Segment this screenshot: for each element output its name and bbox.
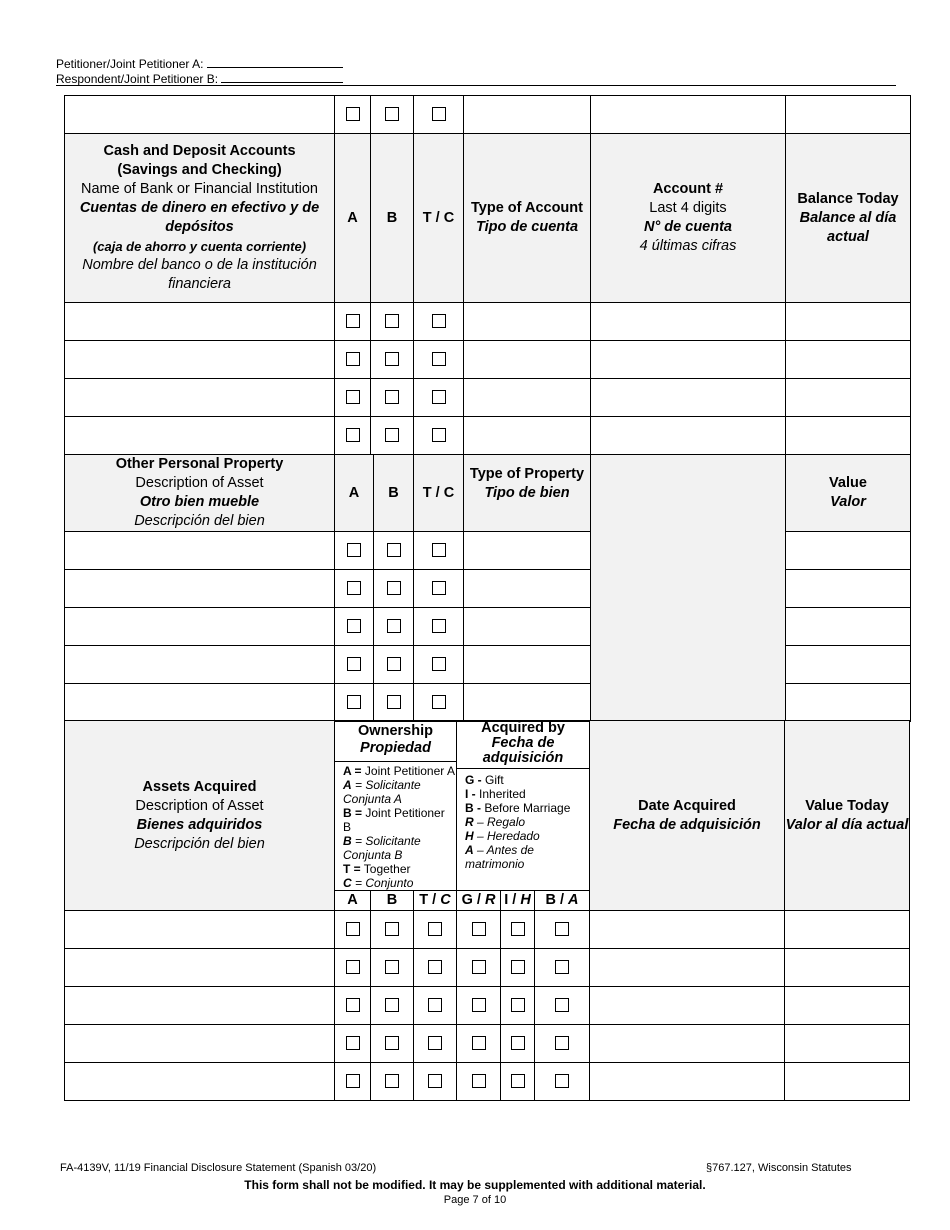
- other-type-cell[interactable]: [464, 532, 591, 570]
- cash-carryover-account[interactable]: [591, 96, 786, 134]
- checkbox-cell: [335, 1063, 371, 1101]
- checkbox-tc[interactable]: [432, 619, 446, 633]
- assets-value-cell[interactable]: [785, 1063, 910, 1101]
- checkbox-tc[interactable]: [428, 1074, 442, 1088]
- other-description-cell[interactable]: [65, 532, 335, 570]
- assets-title-en: Assets Acquired: [142, 778, 257, 795]
- balance-en: Balance Today: [797, 190, 899, 207]
- cash-account-cell[interactable]: [591, 303, 786, 341]
- checkbox-a[interactable]: [346, 960, 360, 974]
- other-description-header: [65, 455, 335, 532]
- legend-key: B -: [465, 801, 481, 815]
- form-header: [56, 56, 343, 86]
- legend-line: [465, 829, 589, 843]
- checkbox-cell: [414, 987, 457, 1025]
- type-en: Type of Property: [469, 466, 585, 482]
- table-row: [65, 379, 911, 417]
- legend-key: A: [343, 778, 352, 792]
- checkbox-cell: [335, 1025, 371, 1063]
- checkbox-a[interactable]: [346, 428, 360, 442]
- legend-key: A: [465, 843, 474, 857]
- assets-description-cell[interactable]: [65, 911, 335, 949]
- cash-title-en-sub: (Savings and Checking): [117, 162, 282, 178]
- legend-key: R: [465, 815, 474, 829]
- cash-type-cell[interactable]: [464, 303, 591, 341]
- cash-carryover-type[interactable]: [464, 96, 591, 134]
- checkbox-a[interactable]: [346, 390, 360, 404]
- assets-description-cell[interactable]: [65, 987, 335, 1025]
- col-tc-en: T /: [419, 892, 441, 908]
- checkbox-tc[interactable]: [432, 390, 446, 404]
- checkbox-gr[interactable]: [472, 1036, 486, 1050]
- value-es: Valor: [830, 494, 866, 510]
- assets-title-es: Bienes adquiridos: [136, 816, 263, 833]
- cash-balance-cell[interactable]: [786, 341, 911, 379]
- legend-line: [343, 806, 456, 834]
- checkbox-cell: [335, 911, 371, 949]
- assets-rows: [65, 911, 910, 1101]
- checkbox-ba[interactable]: [555, 1074, 569, 1088]
- col-a-header: A: [335, 134, 371, 303]
- legend-line: [343, 834, 456, 862]
- legend-value: = Conjunto: [351, 876, 414, 890]
- page-number: Page 7 of 10: [443, 1194, 507, 1206]
- checkbox-b[interactable]: [385, 352, 399, 366]
- other-title-es: Otro bien mueble: [139, 494, 260, 510]
- checkbox-cell: [414, 949, 457, 987]
- checkbox-cell: [501, 1063, 535, 1101]
- checkbox-gr[interactable]: [472, 960, 486, 974]
- assets-acquired-table: [64, 720, 910, 1101]
- checkbox-cell: [457, 1025, 501, 1063]
- type-es: Tipo de cuenta: [475, 219, 579, 235]
- cash-title-en: Cash and Deposit Accounts: [103, 143, 296, 159]
- other-description-cell[interactable]: [65, 684, 335, 722]
- other-value-cell[interactable]: [786, 608, 911, 646]
- legend-value: Before Marriage: [481, 801, 571, 815]
- checkbox-cell: [414, 1063, 457, 1101]
- assets-description-cell[interactable]: [65, 1063, 335, 1101]
- other-shaded-column: [591, 455, 786, 722]
- checkbox-cell: [371, 911, 414, 949]
- col-tc-header: [414, 891, 457, 911]
- date-acquired-header: [590, 721, 785, 911]
- assets-value-cell[interactable]: [785, 1025, 910, 1063]
- ownership-en: Ownership: [358, 723, 433, 739]
- checkbox-tc[interactable]: [432, 314, 446, 328]
- other-property-table: [64, 454, 911, 722]
- balance-es: Balance al día actual: [799, 209, 897, 245]
- table-row: [65, 987, 910, 1025]
- checkbox-ih[interactable]: [511, 960, 525, 974]
- type-of-account-header: [464, 134, 591, 303]
- legend-line: [465, 843, 589, 871]
- respondent-b-field[interactable]: [221, 71, 343, 83]
- legend-line: [465, 787, 589, 801]
- cash-description-cell[interactable]: [65, 417, 335, 455]
- checkbox-a[interactable]: [346, 314, 360, 328]
- checkbox-cell: [501, 1025, 535, 1063]
- legend-line: [343, 876, 456, 890]
- checkbox-cell: [371, 1025, 414, 1063]
- legend-value: Inherited: [475, 787, 526, 801]
- assets-date-cell[interactable]: [590, 987, 785, 1025]
- assets-date-cell[interactable]: [590, 911, 785, 949]
- checkbox-ih[interactable]: [511, 998, 525, 1012]
- other-title-en: Other Personal Property: [115, 456, 284, 472]
- cash-carryover-row: [65, 96, 911, 134]
- table-row: [65, 911, 910, 949]
- cash-sub-es: (caja de ahorro y cuenta corriente): [92, 239, 307, 254]
- balance-today-header: [786, 134, 911, 303]
- acquired-by-en: Acquired by: [481, 720, 565, 736]
- legend-value: Joint Petitioner B: [343, 806, 445, 834]
- checkbox-a[interactable]: [347, 619, 361, 633]
- other-value-cell[interactable]: [786, 570, 911, 608]
- assets-desc-en: Description of Asset: [135, 797, 264, 814]
- other-value-cell[interactable]: [786, 532, 911, 570]
- assets-date-cell[interactable]: [590, 1063, 785, 1101]
- legend-line: [465, 815, 589, 829]
- respondent-b-label: Respondent/Joint Petitioner B:: [56, 72, 219, 86]
- assets-date-cell[interactable]: [590, 1025, 785, 1063]
- legend-value: = Solicitante Conjunta A: [343, 778, 421, 806]
- other-description-cell[interactable]: [65, 646, 335, 684]
- table-row: [65, 303, 911, 341]
- other-type-cell[interactable]: [464, 684, 591, 722]
- col-gr-es: R: [484, 892, 496, 908]
- legend-key: I -: [465, 787, 476, 801]
- checkbox-ba[interactable]: [555, 1036, 569, 1050]
- acquired-legend-list: [457, 769, 589, 871]
- checkbox-tc[interactable]: [428, 960, 442, 974]
- checkbox-tc[interactable]: [428, 1036, 442, 1050]
- cash-title-es: Cuentas de dinero en efectivo y de depósitos: [79, 200, 320, 235]
- legend-key: G -: [465, 773, 482, 787]
- checkbox-a[interactable]: [346, 1036, 360, 1050]
- col-b-header: B: [371, 891, 414, 911]
- col-ba-header: [535, 891, 590, 911]
- cash-balance-cell[interactable]: [786, 417, 911, 455]
- legend-key: C: [343, 876, 352, 890]
- checkbox-b[interactable]: [387, 695, 401, 709]
- legend-value: – Regalo: [473, 815, 526, 829]
- legend-value: Gift: [481, 773, 504, 787]
- checkbox-b[interactable]: [385, 428, 399, 442]
- cash-balance-cell[interactable]: [786, 379, 911, 417]
- assets-description-header: [65, 721, 335, 911]
- table-row: [65, 417, 911, 455]
- type-es: Tipo de bien: [484, 485, 570, 501]
- other-value-cell[interactable]: [786, 684, 911, 722]
- value-today-es: Valor al día actual: [785, 816, 909, 833]
- cash-account-cell[interactable]: [591, 379, 786, 417]
- cash-account-cell[interactable]: [591, 341, 786, 379]
- cash-carryover-description[interactable]: [65, 96, 335, 134]
- petitioner-a-label: Petitioner/Joint Petitioner A:: [56, 57, 204, 71]
- col-tc-header: T / C: [414, 134, 464, 303]
- table-row: [65, 949, 910, 987]
- other-desc-es: Descripción del bien: [134, 513, 265, 529]
- value-today-en: Value Today: [805, 797, 889, 814]
- date-acquired-es: Fecha de adquisición: [613, 816, 761, 833]
- checkbox-cell: [535, 1063, 590, 1101]
- other-value-cell[interactable]: [786, 646, 911, 684]
- checkbox-tc[interactable]: [428, 998, 442, 1012]
- cash-desc-en: Name of Bank or Financial Institution: [81, 181, 318, 197]
- account-en: Account #: [652, 181, 724, 197]
- col-b-header: B: [374, 455, 414, 532]
- legend-key: T =: [343, 862, 361, 876]
- assets-description-cell[interactable]: [65, 949, 335, 987]
- account-sub-en: Last 4 digits: [649, 200, 727, 216]
- assets-value-cell[interactable]: [785, 987, 910, 1025]
- col-gr-en: G /: [461, 892, 485, 908]
- cash-header-row: [65, 134, 911, 303]
- acquired-by-es: Fecha de adquisición: [482, 735, 564, 766]
- checkbox-b[interactable]: [385, 960, 399, 974]
- assets-desc-es: Descripción del bien: [134, 835, 265, 852]
- checkbox-a[interactable]: [346, 1074, 360, 1088]
- legend-key: H: [465, 829, 474, 843]
- value-header: [786, 455, 911, 532]
- other-description-cell[interactable]: [65, 570, 335, 608]
- cash-account-cell[interactable]: [591, 417, 786, 455]
- checkbox-b[interactable]: [385, 390, 399, 404]
- col-b-header: B: [371, 134, 414, 303]
- modification-notice: This form shall not be modified. It may be supplemented with additional material.: [244, 1178, 706, 1192]
- checkbox-ih[interactable]: [511, 922, 525, 936]
- checkbox-cell: [371, 1063, 414, 1101]
- col-ih-es: H: [520, 892, 531, 908]
- table-row: [65, 341, 911, 379]
- checkbox-cell: [371, 987, 414, 1025]
- checkbox-tc[interactable]: [432, 428, 446, 442]
- checkbox-a[interactable]: [346, 922, 360, 936]
- cash-type-cell[interactable]: [464, 341, 591, 379]
- cash-description-cell[interactable]: [65, 379, 335, 417]
- checkbox-cell: [501, 949, 535, 987]
- checkbox-cell: [535, 987, 590, 1025]
- header-rule: [56, 85, 896, 86]
- checkbox-b[interactable]: [385, 314, 399, 328]
- date-acquired-en: Date Acquired: [638, 797, 736, 814]
- checkbox-b[interactable]: [387, 619, 401, 633]
- petitioner-a-field[interactable]: [207, 56, 343, 68]
- col-a-header: A: [335, 455, 374, 532]
- ownership-header: [335, 721, 457, 891]
- type-of-property-header: [464, 455, 591, 532]
- checkbox-ih[interactable]: [511, 1036, 525, 1050]
- checkbox-a[interactable]: [346, 998, 360, 1012]
- checkbox-cell: [335, 987, 371, 1025]
- cash-balance-cell[interactable]: [786, 303, 911, 341]
- checkbox-b[interactable]: [387, 543, 401, 557]
- checkbox-cell: [501, 987, 535, 1025]
- checkbox-b[interactable]: [385, 1074, 399, 1088]
- legend-line: [343, 778, 456, 806]
- checkbox-ba[interactable]: [555, 960, 569, 974]
- checkbox-cell: [535, 911, 590, 949]
- legend-value: – Antes de matrimonio: [465, 843, 534, 871]
- checkbox-cell: [457, 911, 501, 949]
- checkbox-tc[interactable]: [432, 657, 446, 671]
- checkbox-b[interactable]: [385, 922, 399, 936]
- assets-description-cell[interactable]: [65, 1025, 335, 1063]
- other-type-cell[interactable]: [464, 608, 591, 646]
- checkbox-cell: [535, 949, 590, 987]
- checkbox-tc[interactable]: [432, 352, 446, 366]
- acquired-by-header: [457, 721, 590, 891]
- checkbox-cell: [535, 1025, 590, 1063]
- ownership-legend-list: [335, 762, 456, 890]
- col-a-header: A: [335, 891, 371, 911]
- checkbox-gr[interactable]: [472, 1074, 486, 1088]
- assets-header-row: [65, 721, 910, 891]
- other-type-cell[interactable]: [464, 646, 591, 684]
- checkbox-cell: [457, 987, 501, 1025]
- checkbox-cell: [371, 949, 414, 987]
- legend-line: [343, 764, 456, 778]
- table-row: [65, 1063, 910, 1101]
- cash-carryover-balance[interactable]: [786, 96, 911, 134]
- value-en: Value: [829, 475, 867, 491]
- cash-type-cell[interactable]: [464, 417, 591, 455]
- checkbox-b[interactable]: [385, 1036, 399, 1050]
- checkbox-tc[interactable]: [432, 107, 446, 121]
- legend-key: A =: [343, 764, 362, 778]
- legend-key: B =: [343, 806, 363, 820]
- checkbox-cell: [335, 949, 371, 987]
- table-row: [65, 1025, 910, 1063]
- type-en: Type of Account: [471, 200, 583, 216]
- other-header-row: [65, 455, 911, 532]
- ownership-es: Propiedad: [360, 740, 431, 756]
- ownership-legend: [335, 761, 456, 890]
- checkbox-b[interactable]: [387, 581, 401, 595]
- checkbox-tc[interactable]: [428, 922, 442, 936]
- account-sub-es: 4 últimas cifras: [639, 238, 737, 254]
- checkbox-a[interactable]: [346, 107, 360, 121]
- checkbox-cell: [457, 949, 501, 987]
- checkbox-ih[interactable]: [511, 1074, 525, 1088]
- checkbox-cell: [501, 911, 535, 949]
- assets-date-cell[interactable]: [590, 949, 785, 987]
- legend-value: Joint Petitioner A: [361, 764, 455, 778]
- statute: §767.127, Wisconsin Statutes: [706, 1162, 852, 1174]
- legend-value: Together: [360, 862, 411, 876]
- checkbox-b[interactable]: [387, 657, 401, 671]
- checkbox-a[interactable]: [347, 657, 361, 671]
- account-number-header: [591, 134, 786, 303]
- checkbox-cell: [457, 1063, 501, 1101]
- checkbox-cell: [414, 911, 457, 949]
- checkbox-a[interactable]: [346, 352, 360, 366]
- legend-line: [343, 862, 456, 876]
- value-today-header: [785, 721, 910, 911]
- checkbox-tc[interactable]: [432, 581, 446, 595]
- checkbox-b[interactable]: [385, 107, 399, 121]
- legend-value: = Solicitante Conjunta B: [343, 834, 421, 862]
- cash-desc-es: Nombre del banco o de la institución financiera: [82, 257, 317, 292]
- other-type-cell[interactable]: [464, 570, 591, 608]
- checkbox-ba[interactable]: [555, 998, 569, 1012]
- cash-description-cell[interactable]: [65, 303, 335, 341]
- assets-value-cell[interactable]: [785, 949, 910, 987]
- col-tc-header: T / C: [414, 455, 464, 532]
- checkbox-a[interactable]: [347, 695, 361, 709]
- checkbox-b[interactable]: [385, 998, 399, 1012]
- cash-accounts-table: [64, 95, 911, 455]
- col-ba-es: A: [568, 892, 579, 908]
- col-gr-header: [457, 891, 501, 911]
- checkbox-a[interactable]: [347, 581, 361, 595]
- col-ih-header: [501, 891, 535, 911]
- other-desc-en: Description of Asset: [135, 475, 264, 491]
- checkbox-ba[interactable]: [555, 922, 569, 936]
- cash-description-cell[interactable]: [65, 341, 335, 379]
- other-description-cell[interactable]: [65, 608, 335, 646]
- cash-type-cell[interactable]: [464, 379, 591, 417]
- col-tc-es: C: [440, 892, 451, 908]
- checkbox-tc[interactable]: [432, 695, 446, 709]
- legend-key: B: [343, 834, 352, 848]
- col-ba-en: B /: [545, 892, 569, 908]
- checkbox-gr[interactable]: [472, 922, 486, 936]
- checkbox-cell: [414, 1025, 457, 1063]
- legend-line: [465, 773, 589, 787]
- acquired-legend: [457, 768, 589, 871]
- form-id: FA-4139V, 11/19 Financial Disclosure Statement (Spanish 03/20): [60, 1162, 377, 1174]
- account-es: N° de cuenta: [644, 219, 732, 235]
- checkbox-tc[interactable]: [432, 543, 446, 557]
- legend-value: – Heredado: [473, 829, 540, 843]
- checkbox-a[interactable]: [347, 543, 361, 557]
- checkbox-gr[interactable]: [472, 998, 486, 1012]
- legend-line: [465, 801, 589, 815]
- col-ih-en: I /: [504, 892, 521, 908]
- cash-description-header: [65, 134, 335, 303]
- assets-value-cell[interactable]: [785, 911, 910, 949]
